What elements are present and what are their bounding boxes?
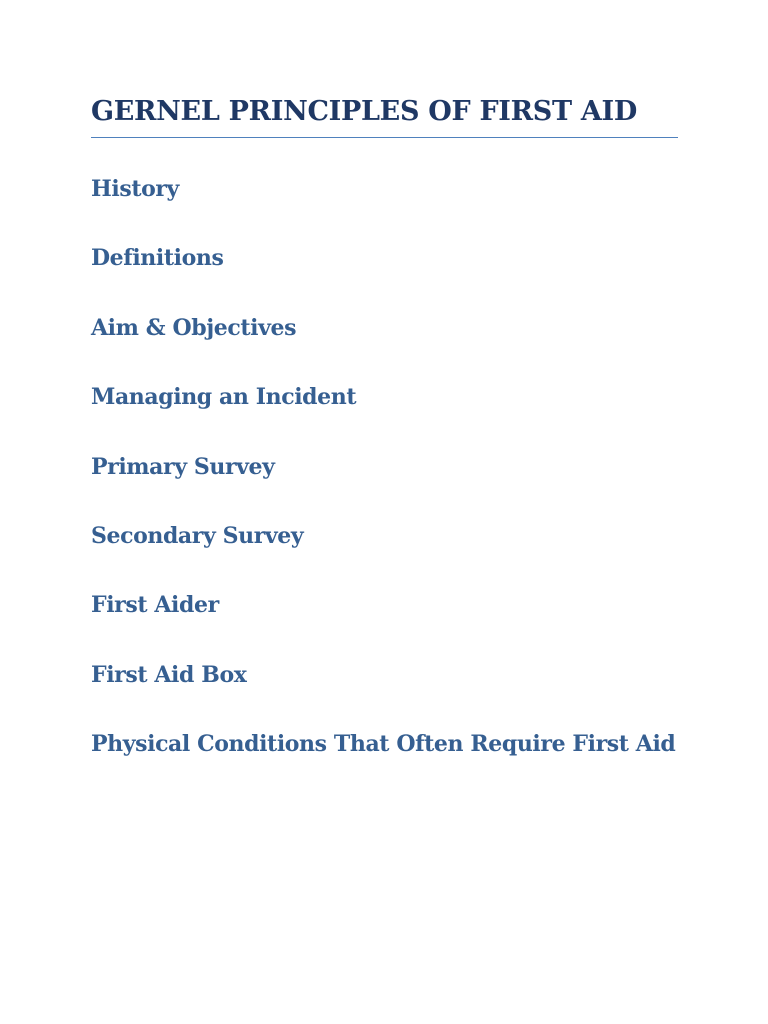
section-heading-aim-objectives: Aim & Objectives: [91, 314, 297, 341]
section-heading-first-aid-box: First Aid Box: [91, 661, 247, 688]
title-underline: [91, 137, 678, 138]
page-title: GERNEL PRINCIPLES OF FIRST AID: [91, 96, 637, 127]
section-heading-definitions: Definitions: [91, 245, 224, 272]
section-heading-history: History: [91, 176, 179, 202]
section-heading-secondary-survey: Secondary Survey: [91, 522, 304, 549]
section-heading-first-aider: First Aider: [91, 592, 219, 619]
section-heading-list: [91, 170, 681, 795]
section-heading-managing-incident: Managing an Incident: [91, 384, 357, 411]
section-heading-physical-conditions: Physical Conditions That Often Require First Aid: [91, 731, 676, 758]
section-heading-primary-survey: Primary Survey: [91, 453, 275, 480]
